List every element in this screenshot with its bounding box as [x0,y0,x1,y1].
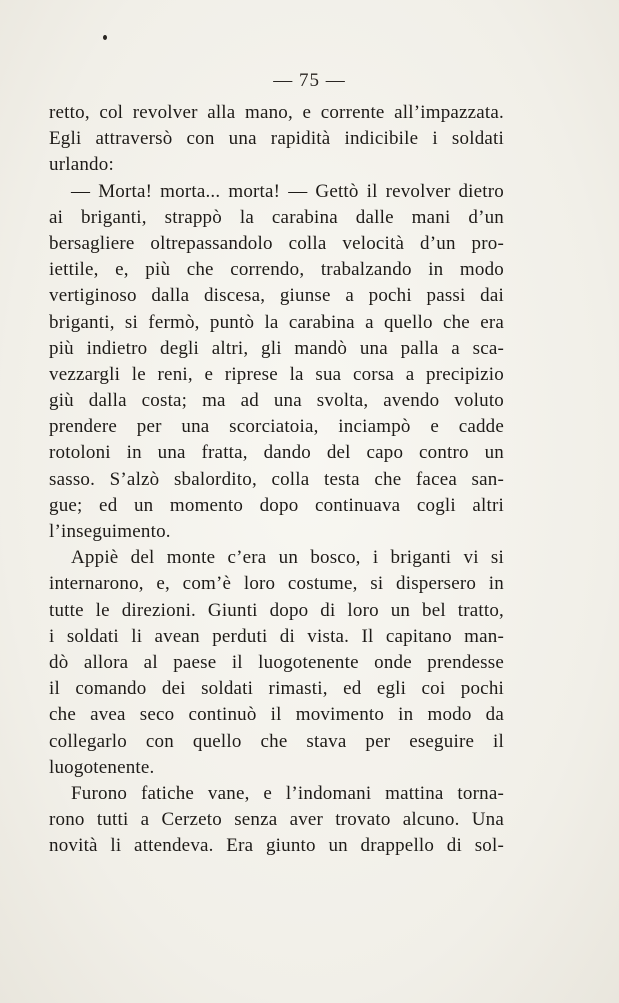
text-line: bersagliere oltrepassandolo colla velocità d’un pro- [49,232,504,254]
text-line: dò allora al paese il luogotenente onde prendesse [49,651,504,673]
text-line: — Morta! morta... morta! — Gettò il revolver dietro [71,180,504,202]
text-line: novità li attendeva. Era giunto un drappello di sol- [49,835,504,857]
text-line: gue; ed un momento dopo continuava cogli altri [49,494,504,516]
text-line: l’inseguimento. [49,521,171,542]
page-number: — 75 — [273,70,346,91]
text-line: Appiè del monte c’era un bosco, i briganti vi si [71,547,504,569]
text-line: collegarlo con quello che stava per eseguire il [49,730,504,752]
text-line: vezzargli le reni, e riprese la sua corsa a precipizio [49,363,504,385]
text-line: internarono, e, com’è loro costume, si dispersero in [49,573,504,595]
text-line: retto, col revolver alla mano, e corrente all’impazzata. [49,102,504,123]
text-line: che avea seco continuò il movimento in modo da [49,704,504,726]
text-line: Egli attraversò con una rapidità indicibile i soldati [49,128,504,150]
text-line: ai briganti, strappò la carabina dalle mani d’un [49,206,504,228]
text-line: Furono fatiche vane, e l’indomani mattina torna- [71,782,504,804]
ink-speck [103,35,107,40]
text-line: rono tutti a Cerzeto senza aver trovato alcuno. Una [49,809,504,831]
text-line: briganti, si fermò, puntò la carabina a quello che era [49,311,504,333]
text-line: il comando dei soldati rimasti, ed egli coi pochi [49,678,504,700]
text-line: tutte le direzioni. Giunti dopo di loro un bel tratto, [49,599,504,621]
text-line: sasso. S’alzò sbalordito, colla testa che facea san- [49,468,504,490]
text-line: i soldati li avean perduti di vista. Il capitano man- [49,625,504,647]
text-line: giù dalla costa; ma ad una svolta, avendo voluto [49,390,504,412]
text-line: rotoloni in una fratta, dando del capo contro un [49,442,504,464]
body-text [49,100,504,859]
text-line: più indietro degli altri, gli mandò una palla a sca- [49,337,504,359]
text-line: luogotenente. [49,756,155,778]
text-line: prendere per una scorciatoia, inciampò e cadde [49,416,504,438]
text-line: vertiginoso dalla discesa, giunse a pochi passi dai [49,285,504,307]
text-line: urlando: [49,154,114,176]
text-line: iettile, e, più che correndo, trabalzando in modo [49,259,504,281]
